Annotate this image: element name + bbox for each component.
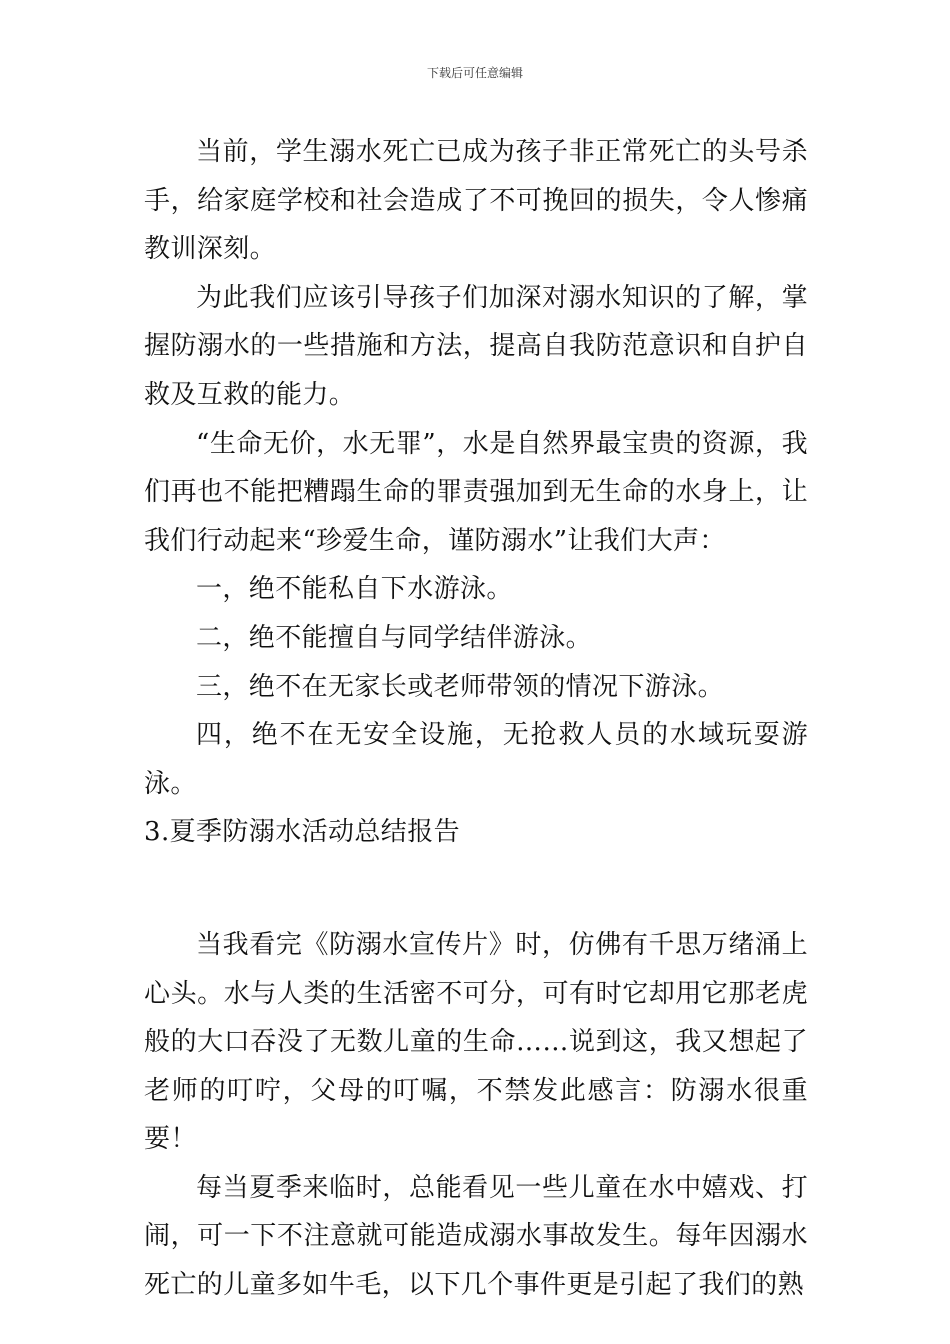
paragraph-4: 当我看完《防溺水宣传片》时，仿佛有千思万绪涌上心头。水与人类的生活密不可分，可有时它却用它那老虎般的大口吞没了无数儿童的生命……说到这，我又想起了老师的叮咛，父母的叮嘱，不禁发此感言：防溺水很重要！ [144,929,808,1155]
paragraph-3: “生命无价，水无罪”，水是自然界最宝贵的资源，我们再也不能把糟蹋生命的罪责强加到无生命的水身上，让我们行动起来“珍爱生命，谨防溺水”让我们大声： [144,428,808,556]
paragraph-1: 当前，学生溺水死亡已成为孩子非正常死亡的头号杀手，给家庭学校和社会造成了不可挽回的损失，令人惨痛教训深刻。 [144,137,808,265]
section-heading: 3.夏季防溺水活动总结报告 [144,817,461,848]
list-item-1: 一，绝不能私自下水游泳。 [196,574,513,605]
paragraph-2: 为此我们应该引导孩子们加深对溺水知识的了解，掌握防溺水的一些措施和方法，提高自我防范意识和自护自救及互救的能力。 [144,282,808,410]
page-header-note: 下载后可任意编辑 [426,66,523,80]
document-body [144,128,808,1310]
section-spacer [144,857,808,921]
list-item-3: 三，绝不在无家长或老师带领的情况下游泳。 [196,671,725,702]
paragraph-5: 每当夏季来临时，总能看见一些儿童在水中嬉戏、打闹，可一下不注意就可能造成溺水事故发生。每年因溺水死亡的儿童多如牛毛，以下几个事件更是引起了我们的熟 [144,1172,808,1301]
list-item-4: 四，绝不在无安全设施，无抢救人员的水域玩耍游泳。 [144,720,808,799]
list-item-2: 二，绝不能擅自与同学结伴游泳。 [196,622,593,653]
